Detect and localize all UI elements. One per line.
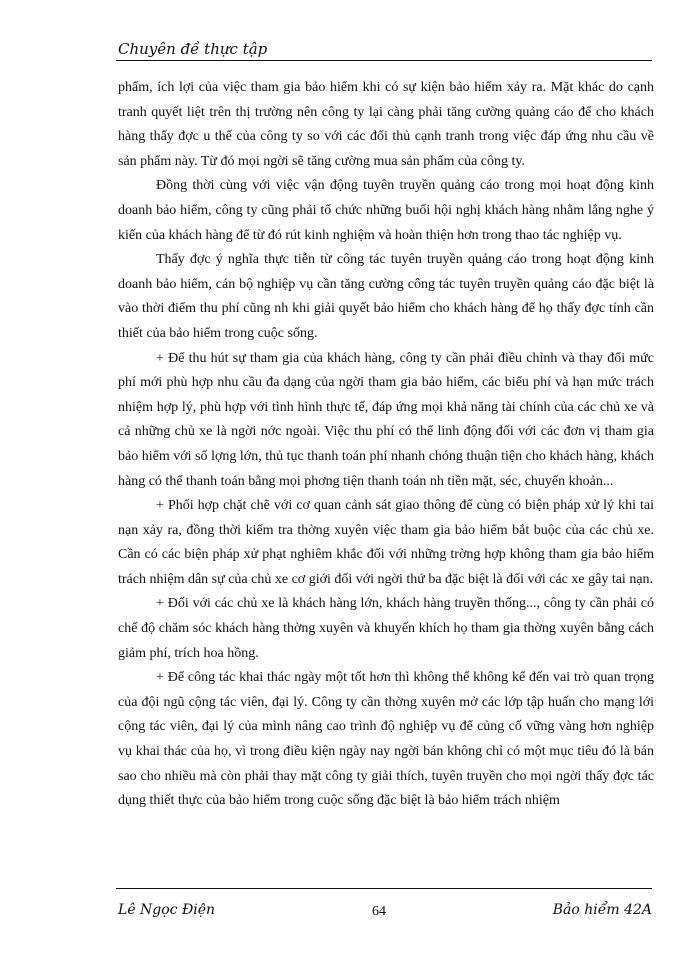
paragraph-advertising-significance: Thấy đợc ý nghĩa thực tiễn từ công tác tuyên truyền quảng cáo trong hoạt động kinh doanh bảo hiểm, cán bộ nghiệp vụ cần tăng cường công tác tuyên truyền quảng cáo đặc biệt là vào thời điểm thu phí cũng nh khi giải quyết bảo hiểm cho khách hàng để họ thấy đợc tính cần thiết của bảo hiểm trong cuộc sống. bbox=[118, 252, 654, 341]
footer-divider bbox=[116, 888, 652, 889]
page-number: 64 bbox=[372, 904, 386, 919]
footer-author: Lê Ngọc Điện bbox=[118, 902, 216, 918]
footer-class-name: Bảo hiểm 42A bbox=[552, 902, 652, 918]
paragraph-traffic-police-coordination: + Phối hợp chặt chẽ với cơ quan cảnh sát giao thông để cùng có biện pháp xử lý khi tai nạn xảy ra, đồng thời kiểm tra thờng xuyên việc tham gia bảo hiểm bắt buộc của các chủ xe. Cần có các biện pháp xử phạt nghiêm khắc đối với những trờng hợp không tham gia bảo hiểm trách nhiệm dân sự của chủ xe cơ giới đối với ngời thứ ba đặc biệt là đối với các xe gây tai nạn. bbox=[118, 498, 654, 587]
document-body bbox=[118, 76, 654, 814]
paragraph-major-customers: + Đối với các chủ xe là khách hàng lớn, khách hàng truyền thống..., công ty cần phải có chế độ chăm sóc khách hàng thờng xuyên và khuyến khích họ tham gia thờng xuyên bằng cách giảm phí, trích hoa hồng. bbox=[118, 596, 654, 661]
paragraph-agent-network: + Để công tác khai thác ngày một tốt hơn thì không thể không kể đến vai trò quan trọng của đội ngũ cộng tác viên, đại lý. Công ty cần thờng xuyên mở các lớp tập huấn cho mạng lới cộng tác viên, đại lý của mình nâng cao trình độ nghiệp vụ để củng cố vững vàng hơn nghiệp vụ khai thác của họ, vì trong điều kiện ngày nay ngời bán không chỉ có một mục tiêu đó là bán sao cho nhiều mà còn phải thay mặt công ty giải thích, tuyên truyền cho mọi ngời thấy đợc tác dụng thiết thực của bảo hiểm trong cuộc sống đặc biệt là bảo hiểm trách nhiệm bbox=[118, 670, 654, 809]
header-divider bbox=[116, 60, 652, 61]
page-header-title: Chuyên đề thực tập bbox=[118, 40, 268, 58]
paragraph-continuation: phẩm, ích lợi của việc tham gia bảo hiểm khi có sự kiện bảo hiểm xảy ra. Mặt khác do cạnh tranh quyết liệt trên thị trường nên công ty lại càng phải tăng cường quảng cáo để cho khách hàng thấy đợc u thế của công ty so với các đối thủ cạnh tranh trong việc đáp ứng nhu cầu về sản phẩm này. Từ đó mọi ngời sẽ tăng cường mua sản phẩm của công ty. bbox=[118, 80, 654, 169]
paragraph-fee-adjustment: + Để thu hút sự tham gia của khách hàng, công ty cần phải điều chỉnh và thay đổi mức phí mới phù hợp nhu cầu đa dạng của ngời tham gia bảo hiểm, các biểu phí và hạn mức trách nhiệm hợp lý, phù hợp với tình hình thực tế, đáp ứng mọi khả năng tài chính của các chủ xe và cả những chủ xe là ngời nớc ngoài. Việc thu phí có thể linh động đối với các đơn vị tham gia bảo hiểm với số lợng lớn, thủ tục thanh toán phí nhanh chóng thuận tiện cho khách hàng, khách hàng có thể thanh toán bằng mọi phơng tiện thanh toán nh tiền mặt, séc, chuyển khoản... bbox=[118, 350, 654, 489]
paragraph-customer-conferences: Đồng thời cùng với việc vận động tuyên truyền quảng cáo trong mọi hoạt động kinh doanh bảo hiểm, công ty cũng phải tổ chức những buổi hội nghị khách hàng nhằm lắng nghe ý kiến của khách hàng để từ đó rút kinh nghiệm và hoàn thiện hơn trong thao tác nghiệp vụ. bbox=[118, 178, 654, 243]
